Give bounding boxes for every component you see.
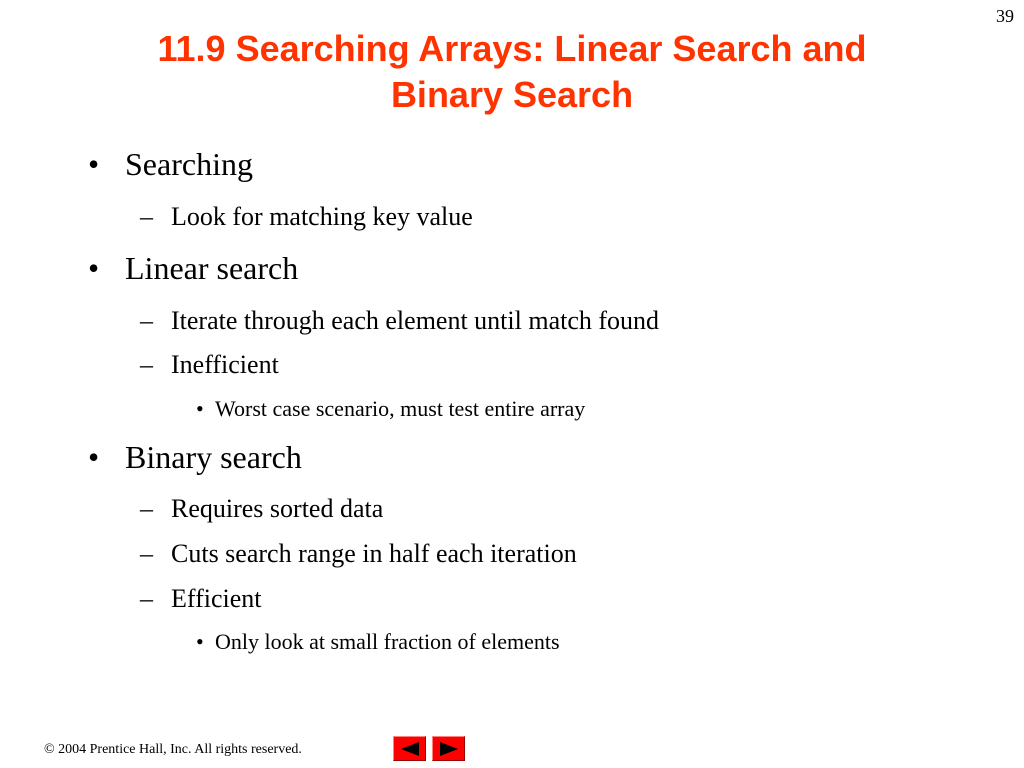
next-slide-button[interactable]	[432, 736, 465, 761]
sub-bullet-text: Iterate through each element until match found	[171, 306, 660, 335]
slide-navigation	[393, 736, 465, 761]
sub-bullet-text: Inefficient	[171, 350, 279, 379]
left-arrow-icon	[399, 741, 421, 757]
dash-marker: –	[140, 584, 153, 613]
sub-bullet-text: Look for matching key value	[171, 202, 473, 231]
previous-slide-button[interactable]	[393, 736, 426, 761]
bullet-marker: •	[88, 146, 100, 182]
right-arrow-icon	[438, 741, 460, 757]
sub-bullet-text: Requires sorted data	[171, 494, 384, 523]
sub-sub-bullet-text: Worst case scenario, must test entire array	[215, 396, 586, 421]
copyright-text: 2004 Prentice Hall, Inc. All rights reserved.	[54, 742, 302, 757]
title-line-1: 11.9 Searching Arrays: Linear Search and	[157, 28, 867, 69]
dash-marker: –	[140, 494, 153, 523]
page-number: 39	[996, 6, 1014, 26]
dash-marker: –	[140, 350, 153, 379]
bullet-marker: •	[88, 250, 100, 286]
bullet-text: Binary search	[125, 439, 302, 475]
dash-marker: –	[140, 539, 153, 568]
copyright-symbol: ©	[44, 742, 55, 757]
bullet-text: Searching	[125, 146, 253, 182]
dash-marker: –	[140, 306, 153, 335]
small-bullet-marker: •	[196, 396, 204, 421]
dash-marker: –	[140, 202, 153, 231]
bullet-text: Linear search	[125, 250, 299, 286]
footer-copyright	[44, 742, 302, 758]
sub-bullet-text: Efficient	[171, 584, 262, 613]
sub-bullet-text: Cuts search range in half each iteration	[171, 539, 577, 568]
small-bullet-marker: •	[196, 629, 204, 654]
slide-title	[70, 26, 954, 118]
bullet-marker: •	[88, 439, 100, 475]
sub-sub-bullet-text: Only look at small fraction of elements	[215, 629, 560, 654]
title-line-2: Binary Search	[390, 74, 634, 115]
